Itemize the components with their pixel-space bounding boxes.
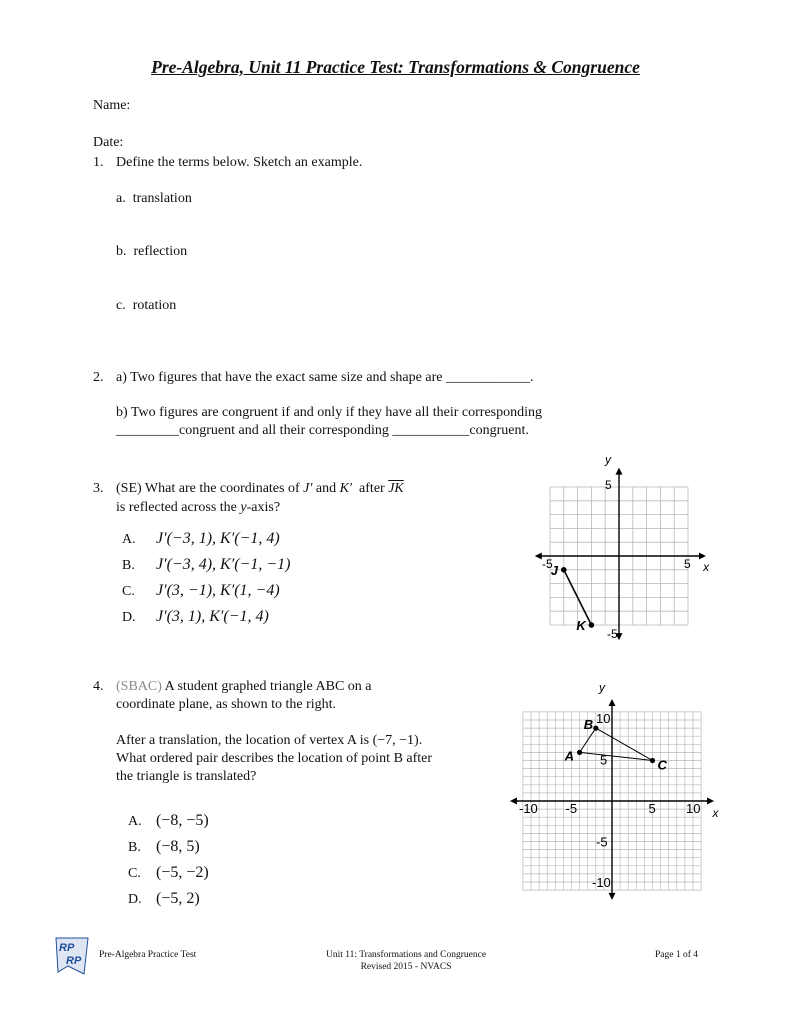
q1-number: 1. bbox=[93, 155, 104, 170]
q3-choice-d-text: J′(3, 1), K′(−1, 4) bbox=[156, 608, 269, 625]
q3-axes bbox=[535, 468, 706, 640]
q4-tick-label-x-neg10: -10 bbox=[519, 801, 538, 816]
q2-b-line1: b) Two figures are congruent if and only if they have all their corresponding bbox=[116, 405, 543, 420]
q4-line3: After a translation, the location of vertex A is (−7, −1). bbox=[116, 733, 423, 748]
q3-choice-c-letter: C. bbox=[122, 584, 135, 599]
q3-line2-var: y bbox=[240, 500, 247, 515]
q3-label-j: J bbox=[550, 562, 559, 578]
q1-item-b-text: reflection bbox=[133, 244, 188, 259]
page-title: Pre-Algebra, Unit 11 Practice Test: Transformations & Congruence bbox=[151, 57, 640, 77]
q3-point-j bbox=[561, 567, 567, 573]
q3-y-axis-label: y bbox=[605, 455, 611, 467]
q4-number: 4. bbox=[93, 679, 104, 694]
x-axis-arrow bbox=[535, 553, 542, 560]
y-axis-arrow bbox=[609, 893, 616, 900]
q3-point-k bbox=[589, 622, 595, 628]
q3-choice-a-letter: A. bbox=[122, 532, 136, 547]
q4-point-a bbox=[577, 750, 582, 755]
q3-text: What are the coordinates of bbox=[144, 481, 300, 496]
q4-tick-label-y-neg10: -10 bbox=[592, 875, 611, 890]
q4-choice-d-letter: D. bbox=[128, 892, 142, 907]
q4-tick-label-y-10: 10 bbox=[596, 711, 611, 726]
q4-y-axis-label: y bbox=[599, 680, 605, 695]
q3-line2-post: -axis? bbox=[246, 500, 281, 515]
q3-segment-jk: $\overline{JK}$ bbox=[388, 481, 404, 496]
q4-choice-b[interactable] bbox=[128, 838, 200, 856]
q3-label-k: K bbox=[576, 618, 586, 633]
footer-page-number: Page 1 of 4 bbox=[654, 950, 698, 960]
q4-tag: (SBAC) bbox=[116, 679, 162, 694]
q3-choice-d-letter: D. bbox=[122, 610, 136, 625]
q4-choice-a[interactable] bbox=[128, 812, 209, 830]
q1-text: Define the terms below. Sketch an example. bbox=[116, 155, 363, 170]
q3-choice-c[interactable] bbox=[122, 582, 280, 600]
q4-label-b: B bbox=[583, 717, 594, 733]
q4-label-c: C bbox=[657, 757, 667, 773]
q4-tick-label-y-5: 5 bbox=[600, 752, 608, 768]
q3-after: after bbox=[359, 481, 385, 496]
q4-choice-c-text: (−5, −2) bbox=[156, 864, 209, 881]
q3-choice-b-text: J′(−3, 4), K′(−1, −1) bbox=[156, 556, 291, 573]
q3-tick-label-x-5: 5 bbox=[684, 557, 691, 571]
q4-line5: the triangle is translated? bbox=[116, 769, 257, 784]
q3-choice-a[interactable] bbox=[122, 530, 280, 548]
q2-a-text: a) Two figures that have the exact same size and shape are ____________. bbox=[116, 370, 534, 385]
q3-choice-c-text: J′(3, −1), K′(1, −4) bbox=[156, 582, 280, 599]
svg-text:RP: RP bbox=[66, 955, 82, 967]
q1-item-c-letter: c. bbox=[116, 298, 126, 313]
x-axis-arrow bbox=[510, 798, 517, 805]
q4-point-c bbox=[650, 758, 655, 763]
q3-x-axis-label: x bbox=[703, 560, 710, 574]
q4-coordinate-graph bbox=[505, 680, 725, 900]
q3-tick-label-y-neg5: -5 bbox=[607, 627, 618, 640]
q3-choice-b[interactable] bbox=[122, 556, 290, 574]
q3-number: 3. bbox=[93, 481, 104, 496]
q4-choice-c-letter: C. bbox=[128, 866, 141, 881]
q3-line2 bbox=[116, 500, 280, 516]
q1-item-b bbox=[116, 244, 187, 260]
svg-text:RP: RP bbox=[59, 942, 75, 954]
q4-tick-label-x-5: 5 bbox=[648, 801, 656, 816]
q4-tick-label-y-neg5: -5 bbox=[596, 834, 608, 850]
q4-tick-label-x-neg5: -5 bbox=[565, 801, 578, 816]
q4-choice-b-text: (−8, 5) bbox=[156, 838, 200, 855]
q3-kprime: K′ bbox=[339, 481, 353, 496]
q1-item-c bbox=[116, 298, 176, 314]
q3-tag: (SE) bbox=[116, 481, 142, 496]
footer-center-line2: Revised 2015 - NVACS bbox=[360, 962, 452, 972]
q3-choice-a-text: J′(−3, 1), K′(−1, 4) bbox=[156, 530, 280, 547]
q4-x-axis-label: x bbox=[712, 806, 719, 820]
q1-item-c-text: rotation bbox=[132, 298, 177, 313]
q3-choice-b-letter: B. bbox=[122, 558, 135, 573]
q4-line4: What ordered pair describes the location of point B after bbox=[116, 751, 433, 766]
q3-and: and bbox=[315, 481, 337, 496]
date-label: Date: bbox=[93, 135, 124, 150]
q4-line1-text: A student graphed triangle ABC on a bbox=[164, 679, 372, 694]
q1-item-a bbox=[116, 191, 192, 207]
q3-jprime: J′ bbox=[303, 481, 313, 496]
x-axis-arrow bbox=[699, 553, 706, 560]
q3-tick-label-x-neg5: -5 bbox=[542, 557, 553, 571]
rprp-logo bbox=[54, 936, 90, 976]
q4-line1 bbox=[116, 679, 372, 695]
q4-choice-d-text: (−5, 2) bbox=[156, 890, 200, 907]
q4-choice-a-text: (−8, −5) bbox=[156, 812, 209, 829]
q3-choice-d[interactable] bbox=[122, 608, 269, 626]
name-label: Name: bbox=[93, 98, 131, 113]
q2-b-line2: _________congruent and all their corresponding ___________congruent. bbox=[116, 423, 529, 438]
q1-item-b-letter: b. bbox=[116, 244, 127, 259]
q4-choice-b-letter: B. bbox=[128, 840, 141, 855]
q4-axes bbox=[510, 699, 714, 900]
q1-item-a-letter: a. bbox=[116, 191, 126, 206]
q4-choice-a-letter: A. bbox=[128, 814, 142, 829]
q2-number: 2. bbox=[93, 370, 104, 385]
q3-line1 bbox=[116, 481, 404, 497]
x-axis-arrow bbox=[707, 798, 714, 805]
y-axis-arrow bbox=[616, 468, 623, 475]
q4-point-b bbox=[593, 726, 598, 731]
q1-item-a-text: translation bbox=[132, 191, 192, 206]
q4-tick-label-x-10: 10 bbox=[686, 801, 701, 816]
q4-line2: coordinate plane, as shown to the right. bbox=[116, 697, 337, 712]
footer-left: Pre-Algebra Practice Test bbox=[99, 950, 197, 960]
footer-center-line1: Unit 11: Transformations and Congruence bbox=[325, 950, 487, 960]
q3-coordinate-graph bbox=[520, 455, 720, 640]
q4-label-a: A bbox=[564, 748, 574, 764]
y-axis-arrow bbox=[609, 699, 616, 706]
q4-choice-c[interactable] bbox=[128, 864, 209, 882]
q4-choice-d[interactable] bbox=[128, 890, 200, 908]
q3-tick-label-y-5: 5 bbox=[605, 478, 612, 492]
q3-line2-pre: is reflected across the bbox=[116, 500, 237, 515]
